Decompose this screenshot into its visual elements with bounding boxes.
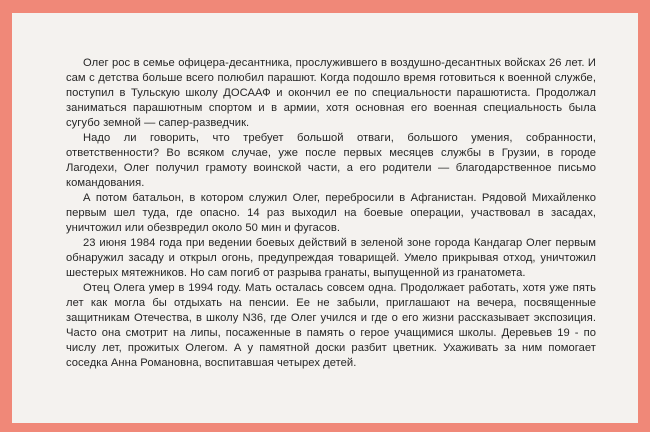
paragraph-3: А потом батальон, в котором служил Олег, перебросили в Афганистан. Рядовой Михайленко первым шел туда, где опасно. 14 раз выходил на боевые операции, участвовал в засадах, уничтожил или обезвредил около 50 мин и фугасов. — [66, 192, 596, 234]
paragraph-1: Олег рос в семье офицера-десантника, прослужившего в воздушно-десантных войсках 26 лет. И сам с детства больше всего полюбил парашют. Когда подошло время готовиться к военной службе, поступил в Тульскую школу ДОСААФ и окончил ее по специальности парашютиста. Продолжал заниматься парашютным спортом и в армии, хотя основная его военная специальность была сугубо земной — сапер-разведчик. — [66, 57, 596, 129]
paragraph-4: 23 июня 1984 года при ведении боевых действий в зеленой зоне города Кандагар Олег первым обнаружил засаду и открыл огонь, предупреждая товарищей. Умело прикрывая отход, уничтожил шестерых мятежников. Но сам погиб от разрыва гранаты, выпущенной из гранатомета. — [66, 237, 596, 279]
text-block — [66, 56, 596, 371]
paragraph-2: Надо ли говорить, что требует большой отваги, большого умения, собранности, ответственности? Во всяком случае, уже после первых месяцев службы в Грузии, в городе Лагодехи, Олег получил грамоту воинской части, а его родители — благодарственное письмо командования. — [66, 132, 596, 189]
paper-sheet — [12, 13, 638, 423]
paragraph-5: Отец Олега умер в 1994 году. Мать осталась совсем одна. Продолжает работать, хотя уже пять лет как могла бы отдыхать на пенсии. Ее не забыли, приглашают на вечера, посвященные защитникам Отечества, в школу N36, где Олег учился и где о его жизни рассказывает экспозиция. Часто она смотрит на липы, посаженные в память о герое учащимися школы. Деревьев 19 - по числу лет, прожитых Олегом. А у памятной доски разбит цветник. Ухаживать за ним помогает соседка Анна Романовна, воспитавшая четырех детей. — [66, 282, 596, 369]
